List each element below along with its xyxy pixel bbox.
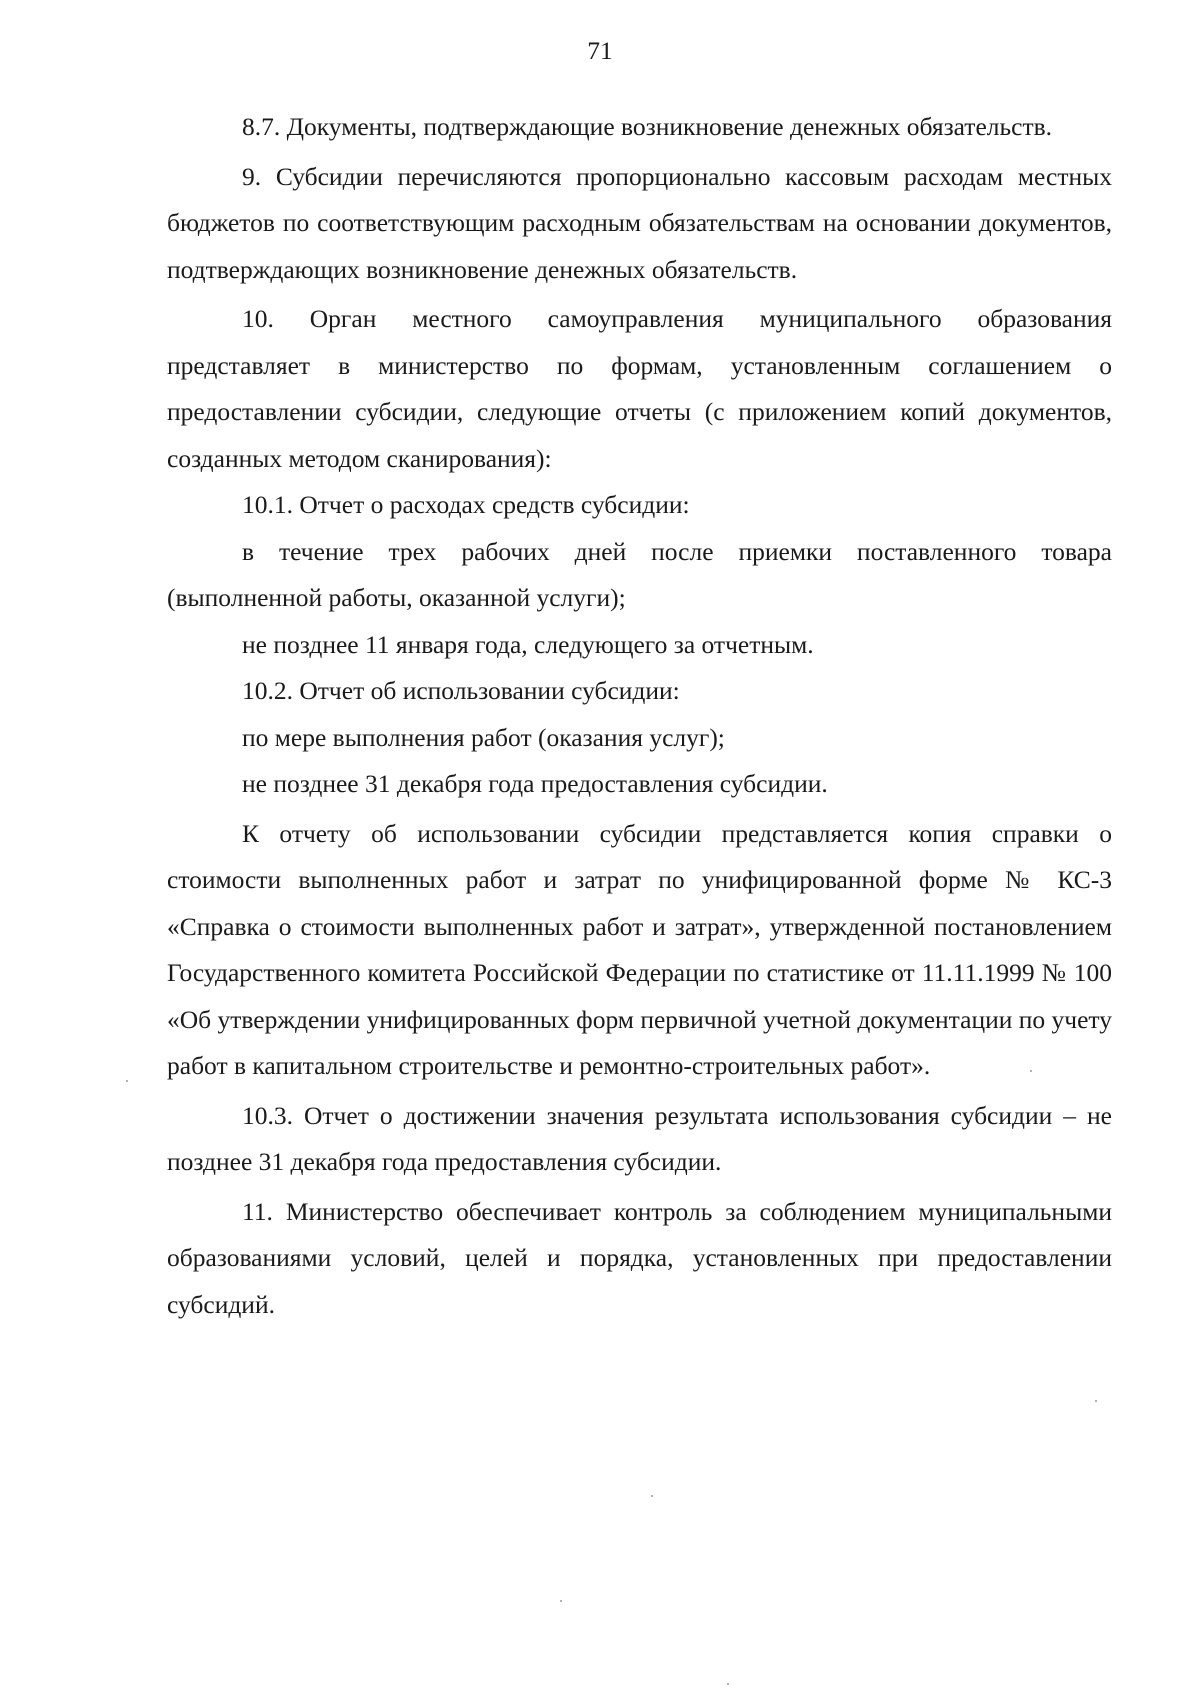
document-body (167, 104, 1112, 1328)
paragraph-11: 11. Министерство обеспечивает контроль за соблюдением муниципальными образованиями условий, целей и порядка, установленных при предоставлении субсидий. (167, 1196, 1112, 1319)
scan-speck (126, 1080, 128, 1082)
paragraph-ks3-note: К отчету об использовании субсидии представляется копия справки о стоимости выполненных работ и затрат по унифицированной форме № КС-3 «Справка о стоимости выполненных работ и затрат», утвержденной постановлением Государственного комитета Российской Федерации по статистике от 11.11.1999 № 100 «Об утверждении унифицированных форм первичной учетной документации по учету работ в капитальном строительстве и ремонтно-строительных работ». (167, 818, 1112, 1080)
paragraph-10: 10. Орган местного самоуправления муниципального образования представляет в министерство по формам, установленным соглашением о предоставлении субсидии, следующие отчеты (с приложением копий документов, созданных методом сканирования): (167, 304, 1112, 473)
page-number: 71 (587, 36, 613, 65)
scan-speck (1030, 1070, 1032, 1072)
scan-speck (651, 1495, 653, 1497)
paragraph-10-1-term-1: в течение трех рабочих дней после приемки поставленного товара (выполненной работы, оказанной услуги); (167, 536, 1112, 612)
paragraph-8-7: 8.7. Документы, подтверждающие возникновение денежных обязательств. (242, 112, 1052, 141)
paragraph-10-1: 10.1. Отчет о расходах средств субсидии: (242, 490, 690, 519)
paragraph-10-2: 10.2. Отчет об использовании субсидии: (242, 676, 680, 705)
scan-speck (560, 1600, 562, 1602)
paragraph-10-1-term-2: не позднее 11 января года, следующего за отчетным. (242, 629, 814, 659)
paragraph-9: 9. Субсидии перечисляются пропорционально кассовым расходам местных бюджетов по соответствующим расходным обязательствам на основании документов, подтверждающих возникновение денежных обязательств. (167, 161, 1112, 284)
paragraph-10-2-term-1: по мере выполнения работ (оказания услуг); (242, 722, 725, 752)
scan-speck (727, 1683, 729, 1685)
paragraph-10-3: 10.3. Отчет о достижении значения результата использования субсидии – не позднее 31 декабря года предоставления субсидии. (167, 1100, 1112, 1176)
paragraph-10-2-term-2: не позднее 31 декабря года предоставления субсидии. (242, 769, 828, 798)
scan-speck (1095, 1400, 1097, 1402)
